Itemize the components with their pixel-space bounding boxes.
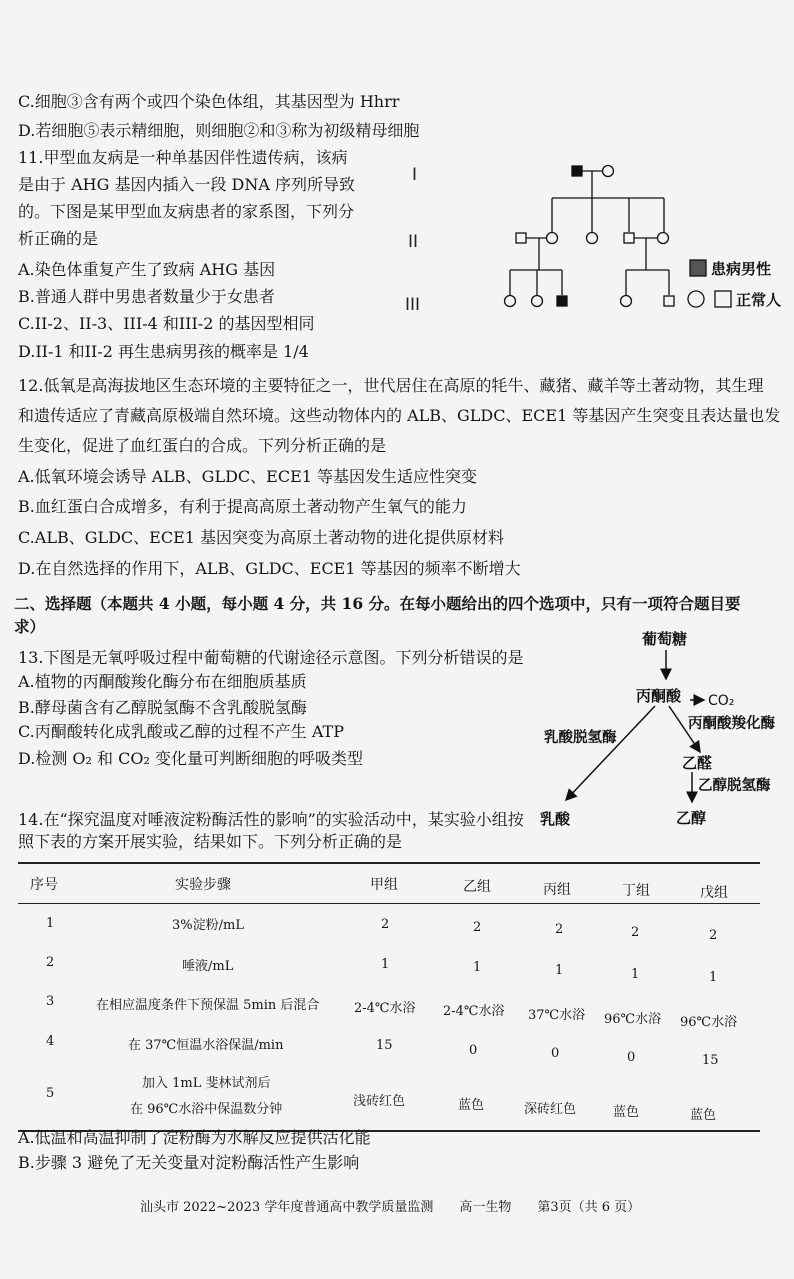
table-cell-r1-c: 2 — [555, 922, 564, 937]
table-cell-r3-step: 在相应温度条件下预保温 5min 后混合 — [96, 998, 320, 1013]
table-cell-r4-a: 15 — [376, 1038, 393, 1053]
pedigree-diagram — [400, 150, 794, 320]
q12-stem-line-3: 生变化，促进了血红蛋白的合成。下列分析正确的是 — [18, 436, 387, 455]
table-header-rule — [18, 903, 760, 904]
table-header-group-d: 丁组 — [622, 883, 650, 899]
table-cell-r2-a: 1 — [381, 957, 390, 972]
table-cell-r4-e: 15 — [702, 1053, 719, 1068]
table-cell-r2-index: 2 — [46, 955, 55, 970]
table-cell-r5-e: 蓝色 — [690, 1108, 717, 1123]
q14-option-b: B.步骤 3 避免了无关变量对淀粉酶活性产生影响 — [18, 1153, 360, 1172]
table-cell-r2-d: 1 — [631, 967, 640, 982]
label-glucose: 葡萄糖 — [642, 630, 688, 648]
q12-option-d: D.在自然选择的作用下，ALB、GLDC、ECE1 等基因的频率不断增大 — [18, 559, 521, 578]
label-alcohol-dehydrogenase: 乙醇脱氢酶 — [698, 778, 771, 794]
q10-option-d: D.若细胞⑤表示精细胞，则细胞②和③称为初级精母细胞 — [18, 121, 420, 140]
table-cell-r1-index: 1 — [46, 916, 55, 931]
table-cell-r3-c: 37℃水浴 — [528, 1008, 586, 1023]
gen3-male-5 — [664, 296, 674, 306]
gen-label-2: II — [408, 232, 419, 252]
label-lactate: 乳酸 — [540, 810, 571, 828]
table-header-group-c: 丙组 — [543, 882, 571, 898]
gen-label-1: I — [412, 165, 418, 185]
table-cell-r3-e: 96℃水浴 — [680, 1015, 738, 1030]
table-cell-r3-a: 2-4℃水浴 — [354, 1001, 416, 1016]
table-cell-r2-step: 唾液/mL — [182, 959, 234, 974]
table-cell-r5-step-line-1: 加入 1mL 斐林试剂后 — [142, 1076, 271, 1091]
table-cell-r1-d: 2 — [631, 925, 640, 940]
q13-option-c: C.丙酮酸转化成乳酸或乙醇的过程不产生 ATP — [18, 722, 344, 741]
q11-stem-line-1: 11.甲型血友病是一种单基因伴性遗传病，该病 — [18, 148, 348, 167]
section-2-heading-line-2: 求） — [14, 617, 46, 636]
table-header-group-b: 乙组 — [463, 879, 491, 895]
arrow-to-lactate — [566, 706, 655, 800]
table-cell-r1-a: 2 — [381, 917, 390, 932]
q11-option-d: D.II-1 和II-2 再生患病男孩的概率是 1/4 — [18, 342, 309, 361]
gen-label-3: III — [405, 295, 421, 315]
q14-stem-line-2: 照下表的方案开展实验，结果如下。下列分析正确的是 — [18, 832, 403, 851]
q12-option-c: C.ALB、GLDC、ECE1 基因突变为高原土著动物的进化提供原材料 — [18, 528, 505, 547]
legend-affected-male-icon — [690, 260, 706, 276]
q13-option-d: D.检测 O₂ 和 CO₂ 变化量可判断细胞的呼吸类型 — [18, 749, 363, 768]
label-pyruvate: 丙酮酸 — [636, 687, 682, 705]
q11-stem-line-3: 的。下图是某甲型血友病患者的家系图，下列分 — [18, 202, 355, 221]
gen2-female-2 — [547, 233, 558, 244]
table-cell-r2-e: 1 — [709, 970, 718, 985]
gen3-female-1 — [505, 296, 516, 307]
q11-stem-line-2: 是由于 AHG 基因内插入一段 DNA 序列所导致 — [18, 175, 356, 194]
label-lactate-dehydrogenase: 乳酸脱氢酶 — [544, 730, 617, 746]
table-cell-r3-d: 96℃水浴 — [604, 1012, 662, 1027]
gen2-female-5 — [658, 233, 669, 244]
table-cell-r2-b: 1 — [473, 960, 482, 975]
gen2-female-3 — [587, 233, 598, 244]
q12-option-a: A.低氧环境会诱导 ALB、GLDC、ECE1 等基因发生适应性突变 — [18, 467, 478, 486]
table-cell-r4-b: 0 — [469, 1043, 478, 1058]
metabolic-pathway-diagram — [530, 624, 794, 830]
gen2-male-4 — [624, 233, 634, 243]
label-ethanol: 乙醇 — [676, 809, 707, 827]
table-cell-r5-c: 深砖红色 — [524, 1102, 577, 1117]
label-pyruvate-decarboxylase: 丙酮酸羧化酶 — [688, 716, 775, 732]
table-cell-r5-b: 蓝色 — [458, 1098, 485, 1113]
table-cell-r5-step-line-2: 在 96℃水浴中保温数分钟 — [130, 1102, 283, 1117]
gen1-female — [603, 166, 614, 177]
table-cell-r2-c: 1 — [555, 963, 564, 978]
q10-option-c: C.细胞③含有两个或四个染色体组，其基因型为 Hhrr — [18, 92, 400, 111]
legend-normal-female-icon — [688, 291, 704, 307]
table-cell-r1-step: 3%淀粉/mL — [172, 918, 244, 933]
table-cell-r4-step: 在 37℃恒温水浴保温/min — [128, 1038, 284, 1053]
table-cell-r5-d: 蓝色 — [613, 1105, 640, 1120]
legend-affected-label: 患病男性 — [711, 260, 772, 278]
table-cell-r4-index: 4 — [46, 1034, 55, 1049]
gen3-female-4 — [621, 296, 632, 307]
table-cell-r3-index: 3 — [46, 994, 55, 1009]
q12-stem-line-1: 12.低氧是高海拔地区生态环境的主要特征之一，世代居住在高原的牦牛、藏猪、藏羊等土著动物，其生理 — [18, 376, 764, 395]
table-cell-r4-c: 0 — [551, 1046, 560, 1061]
page-footer: 汕头市 2022~2023 学年度普通高中教学质量监测 高一生物 第3页（共 6 页） — [140, 1200, 641, 1215]
q14-option-a: A.低温和高温抑制了淀粉酶为水解反应提供活化能 — [18, 1128, 371, 1147]
q11-option-c: C.II-2、II-3、III-4 和III-2 的基因型相同 — [18, 314, 315, 333]
label-co2: CO₂ — [708, 693, 735, 709]
gen2-male-1 — [516, 233, 526, 243]
table-cell-r3-b: 2-4℃水浴 — [443, 1004, 505, 1019]
legend-normal-male-icon — [715, 291, 731, 307]
table-header-group-e: 戊组 — [700, 885, 728, 901]
q13-option-a: A.植物的丙酮酸羧化酶分布在细胞质基质 — [18, 672, 307, 691]
table-header-step: 实验步骤 — [175, 877, 231, 893]
q11-option-a: A.染色体重复产生了致病 AHG 基因 — [18, 260, 276, 279]
table-cell-r4-d: 0 — [627, 1050, 636, 1065]
table-header-index: 序号 — [30, 877, 58, 893]
table-cell-r1-e: 2 — [709, 928, 718, 943]
gen1-affected-male — [572, 166, 582, 176]
q11-stem-line-4: 析正确的是 — [18, 229, 99, 248]
gen3-female-2 — [532, 296, 543, 307]
q13-stem: 13.下图是无氧呼吸过程中葡萄糖的代谢途径示意图。下列分析错误的是 — [18, 648, 524, 667]
q12-stem-line-2: 和遗传适应了青藏高原极端自然环境。这些动物体内的 ALB、GLDC、ECE1 等基因产生突变且表达量也发 — [18, 406, 781, 425]
label-acetaldehyde: 乙醛 — [682, 754, 713, 772]
section-2-heading-line-1: 二、选择题（本题共 4 小题，每小题 4 分，共 16 分。在每小题给出的四个选项中，只有一项符合题目要 — [14, 594, 741, 613]
q12-option-b: B.血红蛋白合成增多，有利于提高高原土著动物产生氧气的能力 — [18, 497, 467, 516]
table-cell-r1-b: 2 — [473, 920, 482, 935]
table-cell-r5-index: 5 — [46, 1086, 55, 1101]
table-top-rule — [18, 862, 760, 864]
gen3-affected-male-3 — [557, 296, 567, 306]
legend-normal-label: 正常人 — [736, 291, 782, 309]
q14-stem-line-1: 14.在“探究温度对唾液淀粉酶活性的影响”的实验活动中，某实验小组按 — [18, 810, 524, 829]
q13-option-b: B.酵母菌含有乙醇脱氢酶不含乳酸脱氢酶 — [18, 698, 307, 717]
q11-option-b: B.普通人群中男患者数量少于女患者 — [18, 287, 275, 306]
table-header-group-a: 甲组 — [370, 877, 398, 893]
table-cell-r5-a: 浅砖红色 — [353, 1094, 406, 1109]
